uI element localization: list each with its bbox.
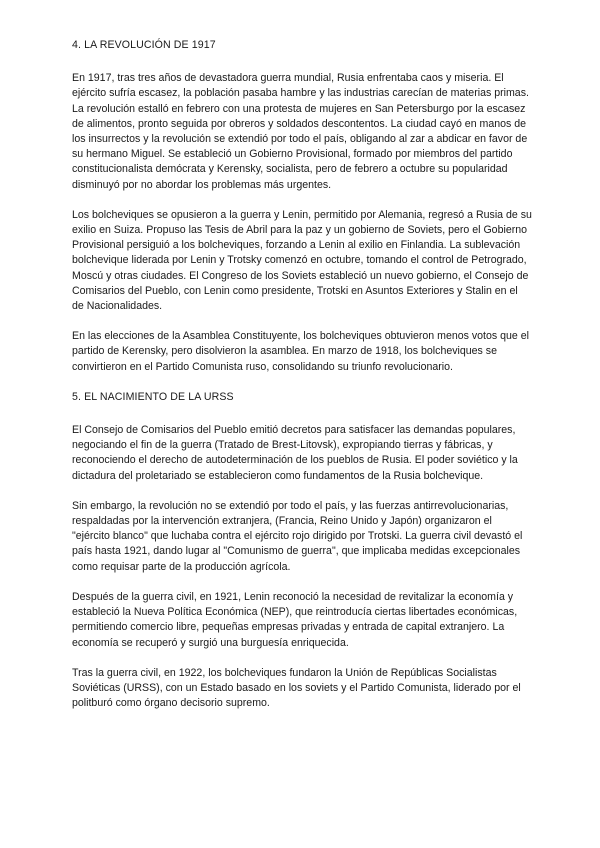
paragraph: Los bolcheviques se opusieron a la guerra y Lenin, permitido por Alemania, regresó a Rusia de su exilio en Suiza. Propuso las Tesis de Abril para la paz y un gobierno de Soviets, pero el Gobierno Provisional persiguió a los bolcheviques, forzando a Lenin al exilio en Finlandia. La sublevación bolchevique liderada por Lenin y Trotsky comenzó en octubre, tomando el control de Petrogrado, Moscú y otras ciudades. El Congreso de los Soviets estableció un nuevo gobierno, el Consejo de Comisarios del Pueblo, con Lenin como presidente, Trotski en Asuntos Exteriores y Stalin en el de Nacionalidades. (72, 208, 532, 313)
section-revolucion-1917 (72, 38, 532, 375)
paragraph: Tras la guerra civil, en 1922, los bolcheviques fundaron la Unión de Repúblicas Socialistas Soviéticas (URSS), con un Estado basado en los soviets y el Partido Comunista, liderado por el politburó como órgano decisorio supremo. (72, 666, 521, 710)
paragraph: Después de la guerra civil, en 1921, Lenin reconoció la necesidad de revitalizar la economía y estableció la Nueva Política Económica (NEP), que reintroducía ciertas libertades económicas, permitiendo comercio libre, pequeñas empresas privadas y entrada de capital extranjero. La economía se recuperó y surgió una burguesía enriquecida. (72, 590, 518, 649)
paragraph: El Consejo de Comisarios del Pueblo emitió decretos para satisfacer las demandas populares, negociando el fin de la guerra (Tratado de Brest-Litovsk), expropiando tierras y fábricas, y reconociendo el derecho de autodeterminación de los pueblos de Rusia. El poder soviético y la dictadura del proletariado se establecieron como fundamentos de la Rusia bolchevique. (72, 424, 518, 482)
document-page (72, 38, 532, 726)
section-heading: 4. LA REVOLUCIÓN DE 1917 (72, 39, 216, 51)
section-heading: 5. EL NACIMIENTO DE LA URSS (72, 390, 234, 403)
section-nacimiento-urss (72, 390, 532, 711)
paragraph: Sin embargo, la revolución no se extendió por todo el país, y las fuerzas antirrevolucionarias, respaldadas por la intervención extranjera, (Francia, Reino Unido y Japón) organizaron el "ejército blanco" que luchaba contra el ejército rojo dirigido por Trotski. La guerra civil devastó el país hasta 1921, dando lugar al "Comunismo de guerra", que implicaba medidas excepcionales como requisar parte de la producción agrícola. (72, 499, 523, 573)
paragraph: En las elecciones de la Asamblea Constituyente, los bolcheviques obtuvieron menos votos que el partido de Kerensky, pero disolvieron la asamblea. En marzo de 1918, los bolcheviques se convirtieron en el Partido Comunista ruso, consolidando su triunfo revolucionario. (72, 330, 529, 373)
paragraph: En 1917, tras tres años de devastadora guerra mundial, Rusia enfrentaba caos y miseria. El ejército sufría escasez, la población pasaba hambre y las industrias carecían de materias primas. La revolución estalló en febrero con una protesta de mujeres en San Petersburgo por la escasez de alimentos, pronto seguida por obreros y soldados descontentos. La ciudad cayó en manos de los insurrectos y la revolución se extendió por todo el país, obligando al zar a abdicar en favor de su hermano Miguel. Se estableció un Gobierno Provisional, formado por miembros del partido constitucionalista demócrata y Kerensky, socialista, pero de febrero a octubre su popularidad disminuyó por no abordar los problemas más urgentes. (72, 72, 529, 191)
